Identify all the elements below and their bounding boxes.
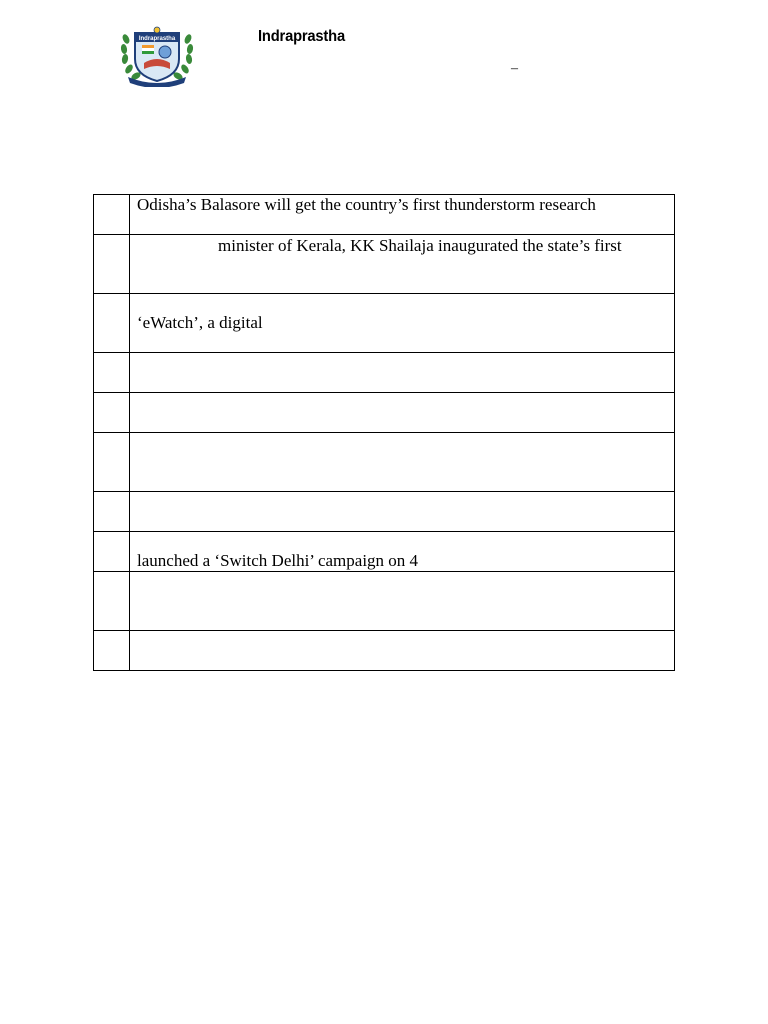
- logo-text: Indraprastha: [138, 36, 176, 42]
- row-text-cell: [130, 195, 675, 235]
- row-number-cell: [94, 353, 130, 393]
- row-text-cell: [130, 235, 675, 294]
- table-row: [94, 572, 675, 631]
- table-row: [94, 433, 675, 492]
- row-text: ‘eWatch’, a digital: [137, 313, 263, 332]
- row-number-cell: [94, 433, 130, 492]
- table-row: [94, 532, 675, 572]
- row-number-cell: [94, 631, 130, 671]
- row-text-cell: [130, 393, 675, 433]
- row-text-cell: [130, 572, 675, 631]
- row-text: Odisha’s Balasore will get the country’s first thunderstorm research: [137, 195, 596, 214]
- table-row: [94, 393, 675, 433]
- row-number-cell: [94, 492, 130, 532]
- row-text: launched a ‘Switch Delhi’ campaign on 4: [137, 551, 419, 570]
- row-text: minister of Kerala, KK Shailaja inaugurated the state’s first: [218, 236, 622, 255]
- questions-table: [93, 194, 675, 671]
- row-number-cell: [94, 393, 130, 433]
- row-text-cell: [130, 631, 675, 671]
- row-number-cell: [94, 294, 130, 353]
- table-row: [94, 492, 675, 532]
- table-row: [94, 235, 675, 294]
- row-text-cell: [130, 433, 675, 492]
- row-text-cell: [130, 492, 675, 532]
- table-row: [94, 294, 675, 353]
- table-row: [94, 353, 675, 393]
- org-name: Indraprastha: [258, 28, 345, 45]
- row-number-cell: [94, 195, 130, 235]
- row-text-cell: [130, 294, 675, 353]
- row-text-cell: [130, 532, 675, 572]
- table-row: [94, 195, 675, 235]
- row-number-cell: [94, 235, 130, 294]
- row-number-cell: [94, 572, 130, 631]
- header-dash: –: [511, 61, 518, 76]
- indraprastha-logo: [118, 25, 196, 87]
- table-row: [94, 631, 675, 671]
- row-text-cell: [130, 353, 675, 393]
- row-number-cell: [94, 532, 130, 572]
